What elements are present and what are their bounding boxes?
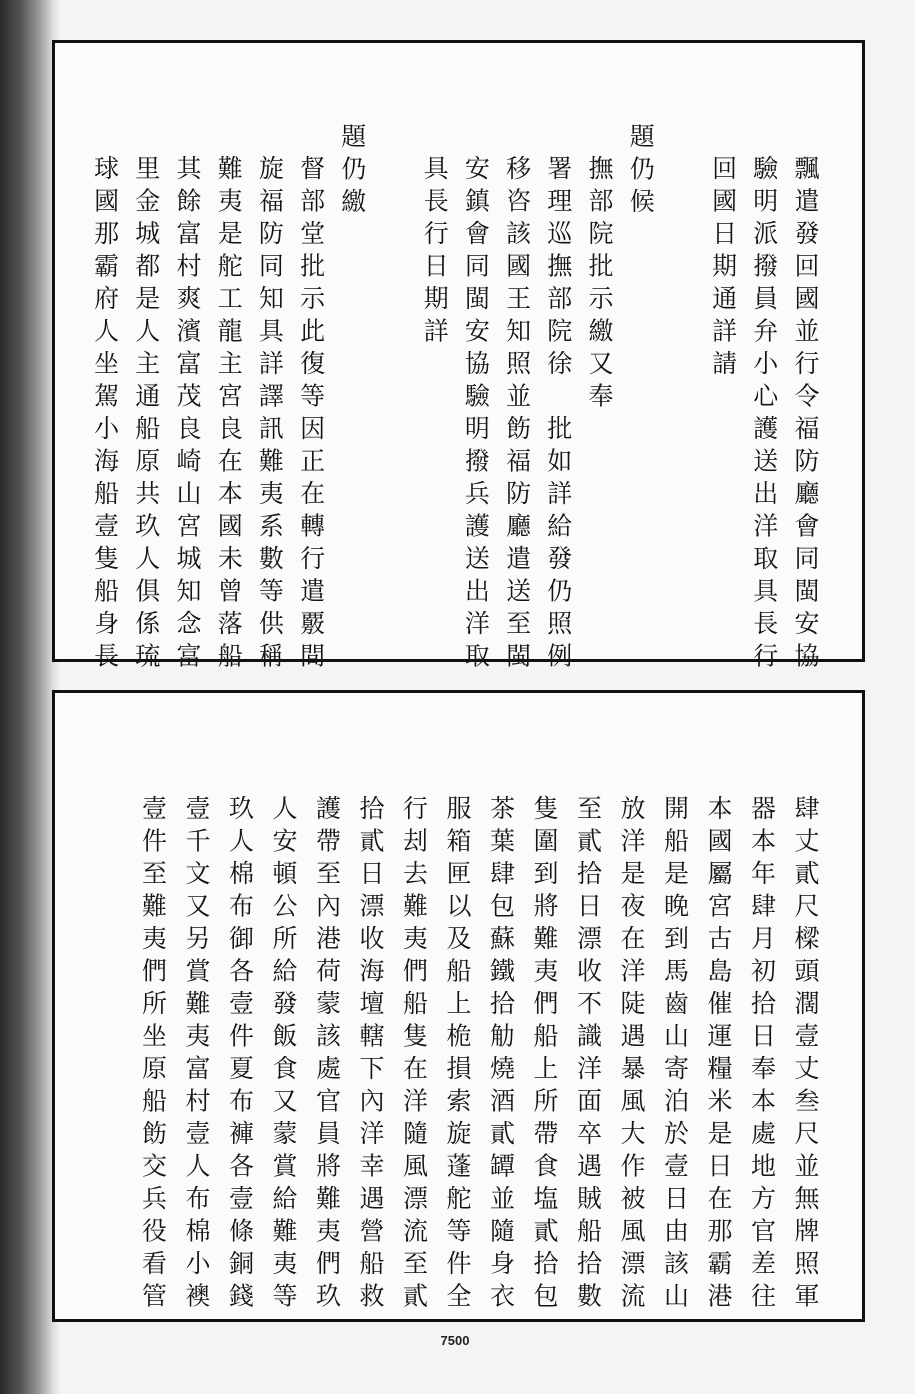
text-column: 旋福防同知具詳譯訊難夷系數等供稱	[255, 155, 285, 675]
text-column: 隻圍到將難夷們船上所帶食塩貳拾包	[530, 795, 559, 1315]
top-page-panel	[52, 40, 865, 675]
text-column: 題仍繳	[337, 123, 367, 221]
text-column: 移咨該國王知照並飭福防廳遣送至閩	[502, 155, 532, 675]
text-column: 驗明派撥員弁小心護送出洋取具長行	[749, 155, 779, 675]
text-column: 球國那霸府人坐駕小海船壹隻船身長	[90, 155, 120, 675]
text-column: 題仍候	[626, 123, 656, 221]
text-column: 安鎮會同閩安協驗明撥兵護送出洋取	[461, 155, 491, 675]
text-column: 茶葉肆包蘇鐵拾觔燒酒貳罈並隨身衣	[486, 795, 516, 1315]
text-column: 壹件至難夷們所坐原船飭交兵役看管	[138, 795, 168, 1315]
book-binding-shadow	[0, 0, 60, 1394]
text-column: 護帶至內港荷蒙該處官員將難夷們玖	[312, 795, 342, 1315]
text-column: 玖人棉布御各壹件夏布褲各壹條銅錢	[225, 795, 255, 1315]
page-number: 7500	[440, 1333, 470, 1348]
text-column: 服箱匣以及船上桅損索旋蓬舵等件全	[443, 795, 472, 1315]
text-column: 飄遣發回國並行令福防廳會同閩安協	[791, 155, 820, 675]
bottom-page-panel	[52, 690, 865, 1322]
text-column: 署理巡撫部院徐 批如詳給發仍照例	[543, 155, 573, 675]
text-column: 督部堂批示此復等因正在轉行遣覈間	[296, 155, 326, 675]
text-column: 行刦去難夷們船隻在洋隨風漂流至貳	[399, 795, 429, 1315]
text-column: 難夷是舵工龍主宮良在本國未曾落船	[214, 155, 244, 675]
text-column: 具長行日期詳	[420, 155, 450, 350]
text-column: 回國日期通詳請	[708, 155, 738, 383]
text-column: 肆丈貳尺樑頭濶壹丈叁尺並無牌照軍	[791, 795, 820, 1315]
text-column: 開船是晚到馬齒山寄泊於壹日由該山	[660, 795, 690, 1315]
text-column: 器本年肆月初拾日奉本處地方官差往	[747, 795, 777, 1315]
text-column: 本國屬宮古島催運糧米是日在那霸港	[704, 795, 733, 1315]
text-column: 其餘富村爽濱富茂良崎山宮城知念富	[173, 155, 202, 675]
text-column: 人安頓公所給發飯食又蒙賞給難夷等	[269, 795, 298, 1315]
text-column: 拾貳日漂收海壇轄下內洋幸遇營船救	[356, 795, 385, 1315]
text-column: 撫部院批示繳又奉	[585, 155, 614, 415]
text-column: 里金城都是人主通船原共玖人俱係琉	[131, 155, 161, 675]
text-column: 至貳拾日漂收不識洋面卒遇賊船拾數	[573, 795, 603, 1315]
text-column: 放洋是夜在洋陡遇暴風大作被風漂流	[617, 795, 646, 1315]
text-column: 壹千文又另賞難夷富村壹人布棉小襖	[182, 795, 211, 1315]
